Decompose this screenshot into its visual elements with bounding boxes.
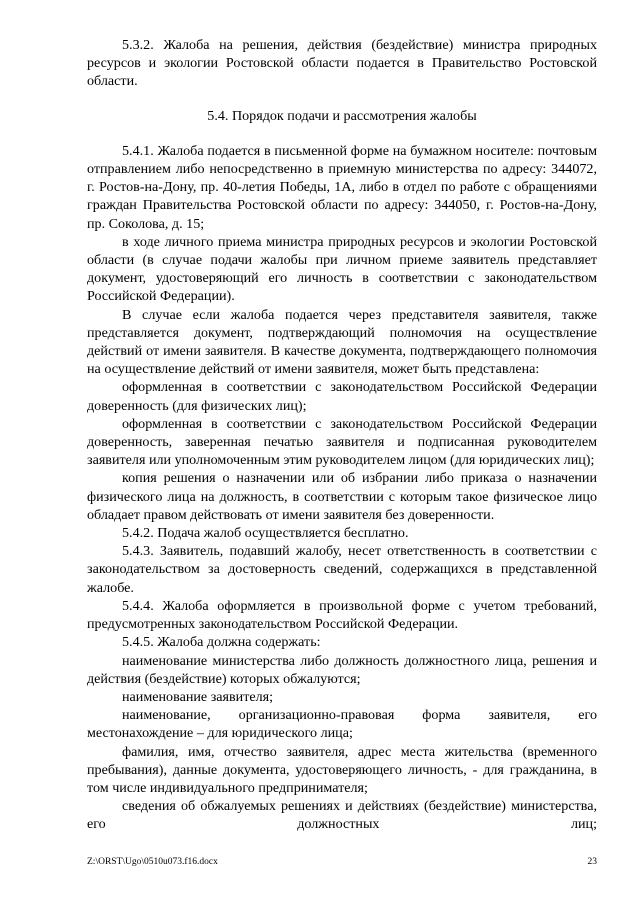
paragraph-5-4-2: 5.4.2. Подача жалоб осуществляется бесплатно. bbox=[122, 525, 409, 542]
paragraph-5-4-4: 5.4.4. Жалоба оформляется в произвольной форме с учетом требований, предусмотренных законодательством Российской Федерации. bbox=[87, 597, 597, 633]
paragraph-5-3-2: 5.3.2. Жалоба на решения, действия (бездействие) министра природных ресурсов и экологии Ростовской области подается в Правительство Ростовской области. bbox=[87, 37, 597, 90]
paragraph-personal-reception: в ходе личного приема министра природных ресурсов и экологии Ростовской области (в случае подачи жалобы при личном приеме заявитель представляет документ, удостоверяющий его личность в соответствии с законодательством Российской Федерации). bbox=[87, 233, 597, 305]
list-item-applicant-name: наименование заявителя; bbox=[122, 688, 274, 705]
page-number: 23 bbox=[587, 857, 597, 867]
list-item-power-of-attorney-individuals: оформленная в соответствии с законодательством Российской Федерации доверенность (для физических лиц); bbox=[87, 379, 597, 414]
document-body bbox=[87, 36, 597, 834]
paragraph-5-4-3: 5.4.3. Заявитель, подавший жалобу, несет ответственность в соответствии с законодательством за достоверность сведений, содержащихся в представленной жалобе. bbox=[87, 543, 597, 596]
page-footer bbox=[87, 855, 597, 869]
list-item-legal-form: наименование, организационно-правовая форма заявителя, его местонахождение – для юридического лица; bbox=[87, 707, 597, 742]
list-item-ministry-name: наименование министерства либо должность должностного лица, решения и действия (бездействие) которых обжалуются; bbox=[87, 652, 597, 687]
section-heading-5-4: 5.4. Порядок подачи и рассмотрения жалобы bbox=[207, 107, 477, 124]
paragraph-5-4-1: 5.4.1. Жалоба подается в письменной форме на бумажном носителе: почтовым отправлением либо непосредственно в приемную министерства по адресу: 344072, г. Ростов-на-Дону, пр. 40-летия Победы, 1А, либо в отдел по работе с обращениями граждан Правительства Ростовской области по адресу: 344050, г. Ростов-на-Дону, пр. Соколова, д. 15; bbox=[87, 142, 597, 232]
paragraph-representative: В случае если жалоба подается через представителя заявителя, также представляется документ, подтверждающий полномочия на осуществление действий от имени заявителя. В качестве документа, подтверждающего полномочия на осуществление действий от имени заявителя, может быть представлена: bbox=[87, 306, 597, 378]
list-item-citizen-details: фамилия, имя, отчество заявителя, адрес места жительства (временного пребывания), данные документа, удостоверяющего личность, - для гражданина, в том числе индивидуального предпринимателя; bbox=[87, 743, 597, 796]
list-item-appointment-decision-copy: копия решения о назначении или об избрании либо приказа о назначении физического лица на должность, в соответствии с которым такое физическое лицо обладает правом действовать от имени заявителя без доверенности. bbox=[87, 470, 597, 523]
list-item-power-of-attorney-legal-entities: оформленная в соответствии с законодательством Российской Федерации доверенность, заверенная печатью заявителя и подписанная руководителем заявителя или уполномоченным этим руководителем лицом (для юридических лиц); bbox=[87, 415, 597, 469]
list-item-appealed-decisions: сведения об обжалуемых решениях и действиях (бездействие) министерства, его должностных лиц; bbox=[87, 798, 597, 833]
footer-file-path: Z:\ORST\Ugo\0510u073.f16.docx bbox=[87, 857, 218, 867]
paragraph-5-4-5: 5.4.5. Жалоба должна содержать: bbox=[122, 634, 321, 651]
